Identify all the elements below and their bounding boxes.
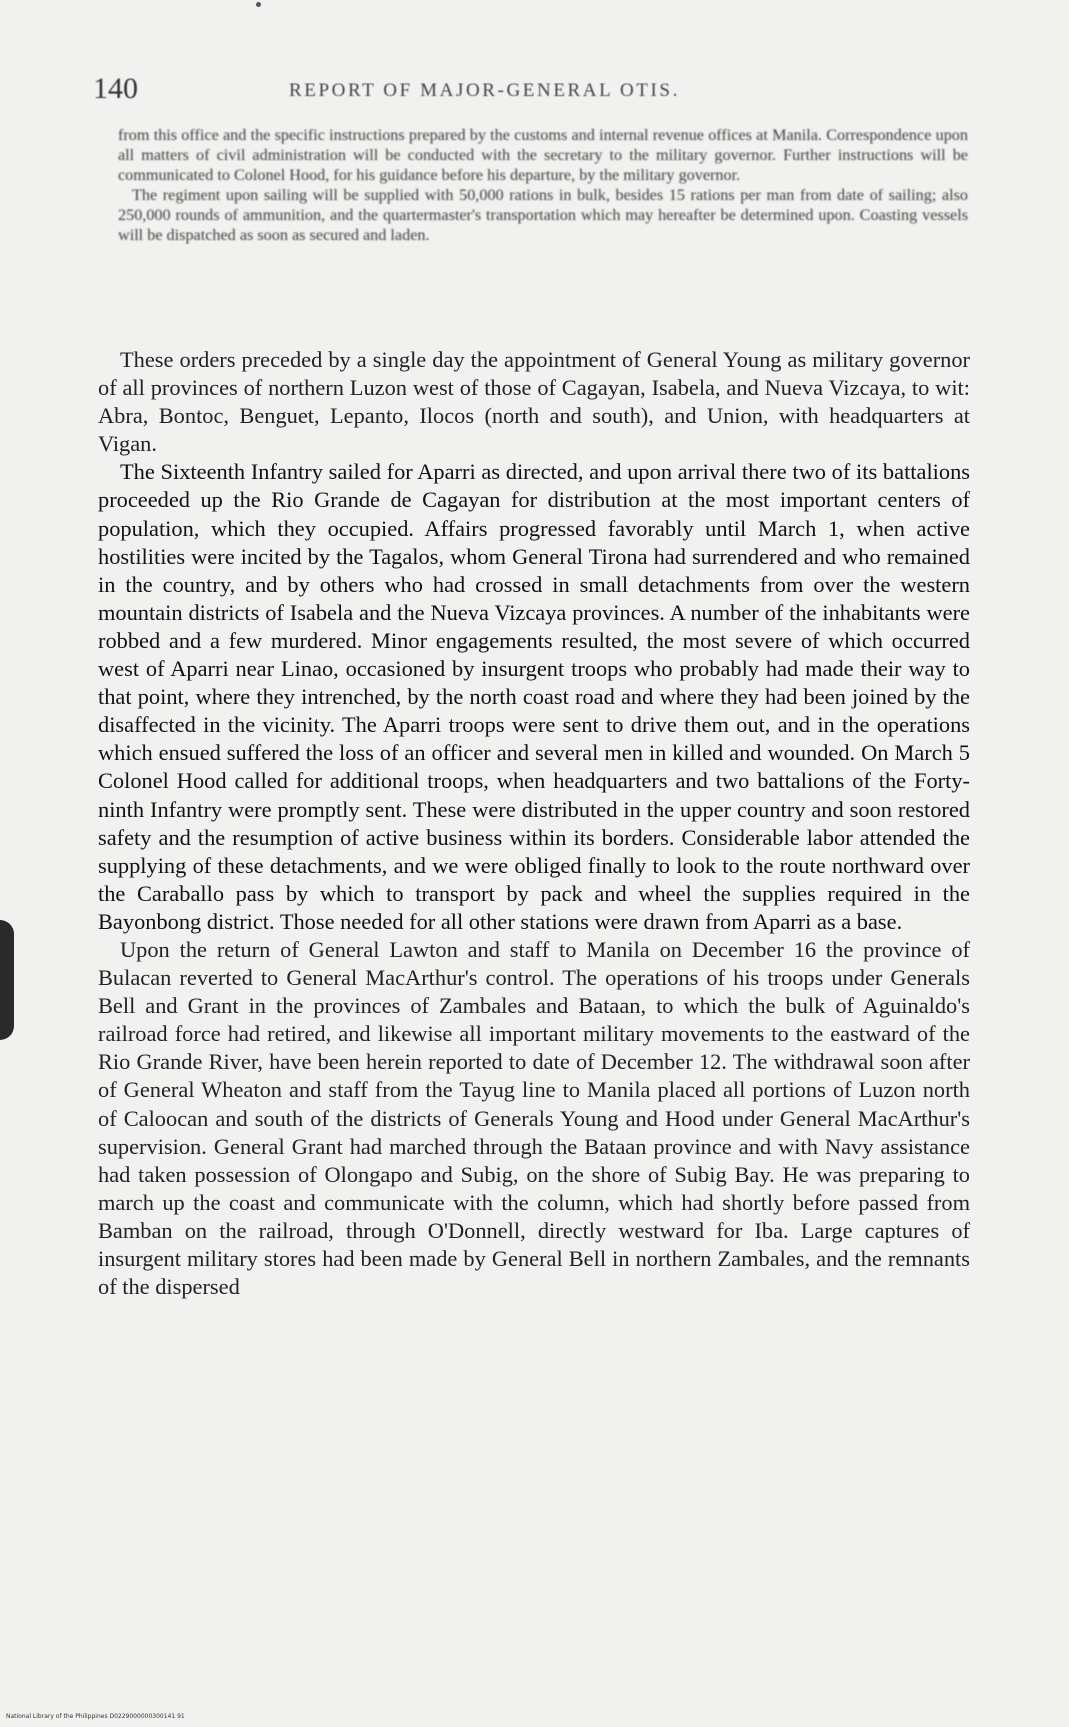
quoted-orders-block [118, 125, 968, 245]
page-header [93, 72, 973, 112]
body-paragraph: Upon the return of General Lawton and staff to Manila on December 16 the province of Bulacan reverted to General MacArthur's control. The operations of his troops under Generals Bell and Grant in the provinces of Zambales and Bataan, to which the bulk of Aguinaldo's railroad force had retired, and likewise all important military movements to the eastward of the Rio Grande River, have been herein reported to date of December 12. The withdrawal soon after of General Wheaton and staff from the Tayug line to Manila placed all portions of Luzon north of Caloocan and south of the districts of Generals Young and Hood under General MacArthur's supervision. General Grant had marched through the Bataan province and with Navy assistance had taken possession of Olongapo and Subig, on the shore of Subig Bay. He was preparing to march up the coast and communicate with the column, which had shortly before passed from Bamban on the railroad, through O'Donnell, directly westward for Iba. Large captures of insurgent military stores had been made by General Bell in northern Zambales, and the remnants of the dispersed [98, 936, 970, 1300]
scan-speck [256, 2, 261, 7]
page-edge-shadow [0, 920, 14, 1040]
quoted-orders-paragraph: The regiment upon sailing will be supplied with 50,000 rations in bulk, besides 15 rations per man from date of sailing; also 250,000 rounds of ammunition, and the quartermaster's transportation which may hereafter be determined upon. Coasting vessels will be dispatched as soon as secured and laden. [118, 186, 968, 244]
page-number: 140 [93, 72, 138, 105]
main-body-text [98, 346, 970, 1301]
body-paragraph: These orders preceded by a single day the appointment of General Young as military governor of all provinces of northern Luzon west of those of Cagayan, Isabela, and Nueva Vizcaya, to wit: Abra, Bontoc, Benguet, Lepanto, Ilocos (north and south), and Union, with headquarters at Vigan. [98, 347, 970, 457]
running-title: REPORT OF MAJOR-GENERAL OTIS. [289, 80, 680, 101]
body-paragraph: The Sixteenth Infantry sailed for Aparri as directed, and upon arrival there two of its battalions proceeded up the Rio Grande de Cagayan for distribution at the most important centers of population, which they occupied. Affairs progressed favorably until March 1, when active hostilities were incited by the Tagalos, whom General Tirona had surrendered and who remained in the country, and by others who had crossed in small detachments from over the western mountain districts of Isabela and the Nueva Vizcaya provinces. A number of the inhabitants were robbed and a few murdered. Minor engagements resulted, the most severe of which occurred west of Aparri near Linao, occasioned by insurgent troops who probably had made their way to that point, where they intrenched, by the north coast road and where they had been joined by the disaffected in the vicinity. The Aparri troops were sent to drive them out, and in the operations which ensued suffered the loss of an officer and several men in killed and wounded. On March 5 Colonel Hood called for additional troops, when headquarters and two battalions of the Forty-ninth Infantry were promptly sent. These were distributed in the upper country and soon restored safety and the resumption of active business within its borders. Considerable labor attended the supplying of these detachments, and we were obliged finally to look to the route northward over the Caraballo pass by which to transport by pack and wheel the supplies required in the Bayonbong district. Those needed for all other stations were drawn from Aparri as a base. [98, 459, 970, 934]
quoted-orders-paragraph: from this office and the specific instructions prepared by the customs and internal revenue offices at Manila. Correspondence upon all matters of civil administration will be conducted with the secretary to the military governor. Further instructions will be communicated to Colonel Hood, for his guidance before his departure, by the military governor. [118, 126, 968, 184]
scan-credit-footer: National Library of the Philippines D0229000000300141 91 [6, 1713, 185, 1720]
